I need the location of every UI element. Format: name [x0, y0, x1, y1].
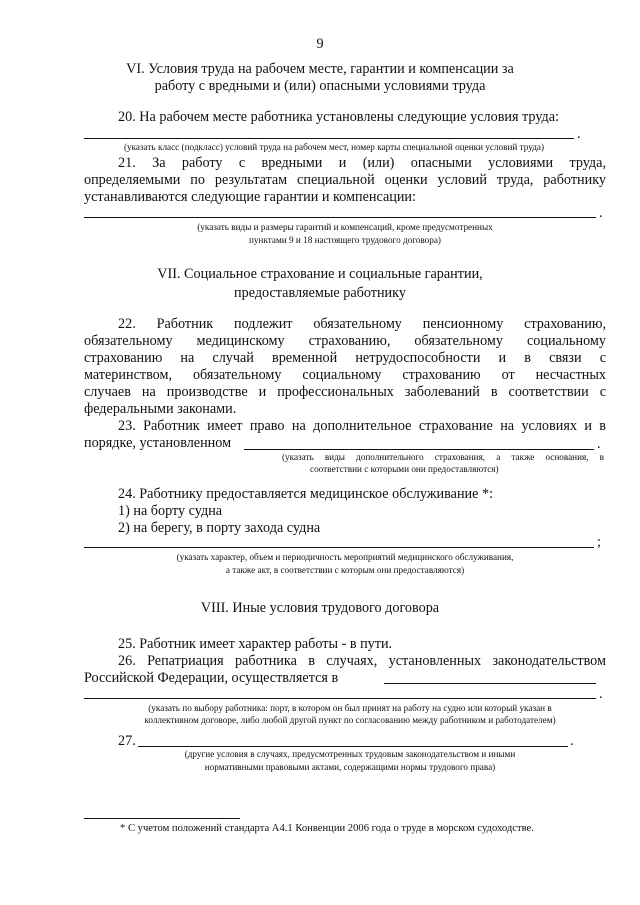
fill-line-26b[interactable] — [84, 698, 596, 699]
paragraph-22-line3: страхованию на случай временной нетрудоспособности и в связи с — [84, 350, 606, 366]
hint-21-line2: пунктами 9 и 18 настоящего трудового договора) — [249, 235, 441, 245]
paragraph-23-line2: порядке, установленном — [84, 435, 232, 451]
section6-heading-line1: VI. Условия труда на рабочем месте, гарантии и компенсации за — [126, 61, 514, 77]
period-mark: . — [570, 733, 574, 749]
hint-23-line1: (указать виды дополнительного страхования, а также основания, в — [282, 452, 604, 462]
hint-21-line1: (указать виды и размеры гарантий и компенсаций, кроме предусмотренных — [197, 222, 493, 232]
paragraph-24-item1: 1) на борту судна — [118, 503, 223, 519]
paragraph-23-line1: 23. Работник имеет право на дополнительное страхование на условиях и в — [118, 418, 606, 434]
paragraph-24: 24. Работнику предоставляется медицинское обслуживание *: — [118, 486, 494, 502]
page-number: 9 — [316, 36, 324, 52]
paragraph-22-line5: случаев на производстве и профессиональных заболеваний в соответствии с — [84, 384, 606, 400]
paragraph-26-line1: 26. Репатриация работника в случаях, установленных законодательством — [118, 653, 606, 669]
fill-line-26a[interactable] — [384, 683, 596, 684]
hint-24-line1: (указать характер, объем и периодичность мероприятий медицинского обслуживания, — [176, 552, 514, 562]
fill-line-24[interactable] — [84, 547, 594, 548]
hint-27-line2: нормативными правовыми актами, содержащими нормы трудового права) — [204, 762, 496, 772]
section8-heading: VIII. Иные условия трудового договора — [200, 600, 440, 616]
section7-heading-line2: предоставляемые работнику — [234, 285, 406, 301]
semicolon-mark: ; — [597, 534, 601, 550]
period-mark: . — [597, 436, 601, 452]
paragraph-22-line1: 22. Работник подлежит обязательному пенсионному страхованию, — [118, 316, 606, 332]
period-mark: . — [599, 205, 603, 221]
hint-26-line2: коллективном договоре, либо любой другой пункт по согласованию между работником и работодателем) — [144, 715, 556, 725]
paragraph-21-line1: 21. За работу с вредными и (или) опасными условиями труда, — [118, 155, 606, 171]
paragraph-27: 27. — [118, 733, 136, 749]
section7-heading-line1: VII. Социальное страхование и социальные гарантии, — [157, 266, 483, 282]
footnote-text: * С учетом положений стандарта А4.1 Конвенции 2006 года о труде в морском судоходстве. — [120, 823, 534, 834]
hint-20: (указать класс (подкласс) условий труда на рабочем мест, номер карты специальной оценки условий труда) — [123, 142, 545, 152]
paragraph-25: 25. Работник имеет характер работы - в пути. — [118, 636, 393, 652]
paragraph-22-line2: обязательному медицинскому страхованию, обязательному социальному — [84, 333, 606, 349]
paragraph-24-item2: 2) на берегу, в порту захода судна — [118, 520, 321, 536]
paragraph-20: 20. На рабочем месте работника установлены следующие условия труда: — [118, 109, 559, 125]
hint-23-line2: соответствии с которыми они предоставляются) — [310, 464, 499, 474]
paragraph-21-line3: устанавливаются следующие гарантии и компенсации: — [84, 189, 416, 205]
hint-24-line2: а также акт, в соответствии с которым они предоставляются) — [225, 565, 465, 575]
section6-heading-line2: работу с вредными и (или) опасными условиями труда — [154, 78, 486, 94]
paragraph-22-line4: материнством, обязательному социальному страхованию от несчастных — [84, 367, 606, 383]
hint-26-line1: (указать по выбору работника: порт, в котором он был принят на работу на судно или который указан в — [148, 703, 552, 713]
paragraph-26-line2: Российской Федерации, осуществляется в — [84, 670, 339, 686]
paragraph-22-line6: федеральными законами. — [84, 401, 237, 417]
fill-line-27[interactable] — [138, 746, 568, 747]
footnote-separator — [84, 818, 240, 819]
period-mark: . — [577, 126, 581, 142]
fill-line-21[interactable] — [84, 217, 596, 218]
fill-line-20[interactable] — [84, 138, 574, 139]
period-mark: . — [599, 686, 603, 702]
fill-line-23[interactable] — [244, 449, 594, 450]
hint-27-line1: (другие условия в случаях, предусмотренных трудовым законодательством и иными — [184, 749, 516, 759]
paragraph-21-line2: определяемыми по результатам специальной оценки условий труда, работнику — [84, 172, 606, 188]
